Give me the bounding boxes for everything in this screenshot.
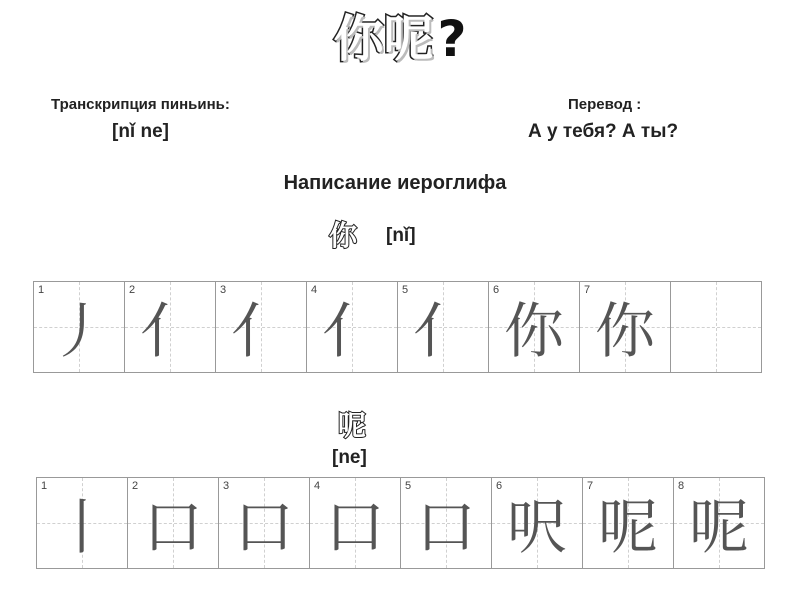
- stroke-cell: [674, 478, 764, 568]
- stroke-cell: [37, 478, 128, 568]
- translation-label: Перевод :: [568, 96, 642, 113]
- stroke-glyph: [671, 282, 761, 372]
- stroke-glyph: 你: [504, 297, 564, 367]
- title-question-mark: ?: [437, 10, 467, 68]
- stroke-cell: [128, 478, 219, 568]
- char-2-pinyin: [ne]: [332, 447, 367, 468]
- stroke-number: 7: [584, 284, 591, 296]
- stroke-cell: [671, 282, 761, 372]
- stroke-glyph: 口: [416, 493, 476, 563]
- stroke-cell: [489, 282, 580, 372]
- stroke-cell: [125, 282, 216, 372]
- transcription-label: Транскрипция пиньинь:: [51, 96, 230, 113]
- stroke-glyph: 亻: [231, 297, 291, 367]
- stroke-glyph: 口: [325, 493, 385, 563]
- stroke-cell: [401, 478, 492, 568]
- stroke-cell: [398, 282, 489, 372]
- stroke-cell: [310, 478, 401, 568]
- stroke-number: 2: [129, 284, 136, 296]
- char-2-hanzi: 呢: [338, 409, 367, 442]
- section-heading: Написание иероглифа: [283, 172, 507, 194]
- stroke-glyph: 丨: [52, 493, 112, 563]
- stroke-number: 5: [405, 480, 412, 492]
- stroke-glyph: 丿: [49, 297, 109, 367]
- stroke-glyph: 亻: [413, 297, 473, 367]
- stroke-glyph: 呢: [689, 493, 749, 563]
- stroke-cell: [307, 282, 398, 372]
- stroke-glyph: 呎: [507, 493, 567, 563]
- stroke-order-grid-1: [33, 281, 762, 373]
- stroke-cell: [580, 282, 671, 372]
- transcription-value: [nǐ ne]: [112, 121, 169, 142]
- stroke-number: 2: [132, 480, 139, 492]
- stroke-glyph: 呢: [598, 493, 658, 563]
- stroke-number: 6: [496, 480, 503, 492]
- stroke-number: 1: [41, 480, 48, 492]
- stroke-glyph: 亻: [322, 297, 382, 367]
- stroke-number: 7: [587, 480, 594, 492]
- stroke-number: 6: [493, 284, 500, 296]
- stroke-number: 3: [220, 284, 227, 296]
- char-1-pinyin: [nǐ]: [386, 225, 416, 246]
- stroke-number: 4: [314, 480, 321, 492]
- translation-value: А у тебя? А ты?: [528, 121, 679, 142]
- stroke-cell: [492, 478, 583, 568]
- stroke-number: 4: [311, 284, 318, 296]
- stroke-cell: [216, 282, 307, 372]
- page-title: [0, 6, 800, 72]
- stroke-number: 5: [402, 284, 409, 296]
- stroke-order-grid-2: [36, 477, 765, 569]
- stroke-number: 1: [38, 284, 45, 296]
- stroke-cell: [34, 282, 125, 372]
- stroke-glyph: 亻: [140, 297, 200, 367]
- title-hanzi: 你呢: [333, 10, 434, 68]
- char-1-hanzi: 你: [329, 219, 358, 252]
- stroke-cell: [583, 478, 674, 568]
- stroke-cell: [219, 478, 310, 568]
- stroke-glyph: 口: [234, 493, 294, 563]
- stroke-number: 3: [223, 480, 230, 492]
- stroke-number: 8: [678, 480, 685, 492]
- stroke-glyph: 你: [595, 297, 655, 367]
- stroke-glyph: 口: [143, 493, 203, 563]
